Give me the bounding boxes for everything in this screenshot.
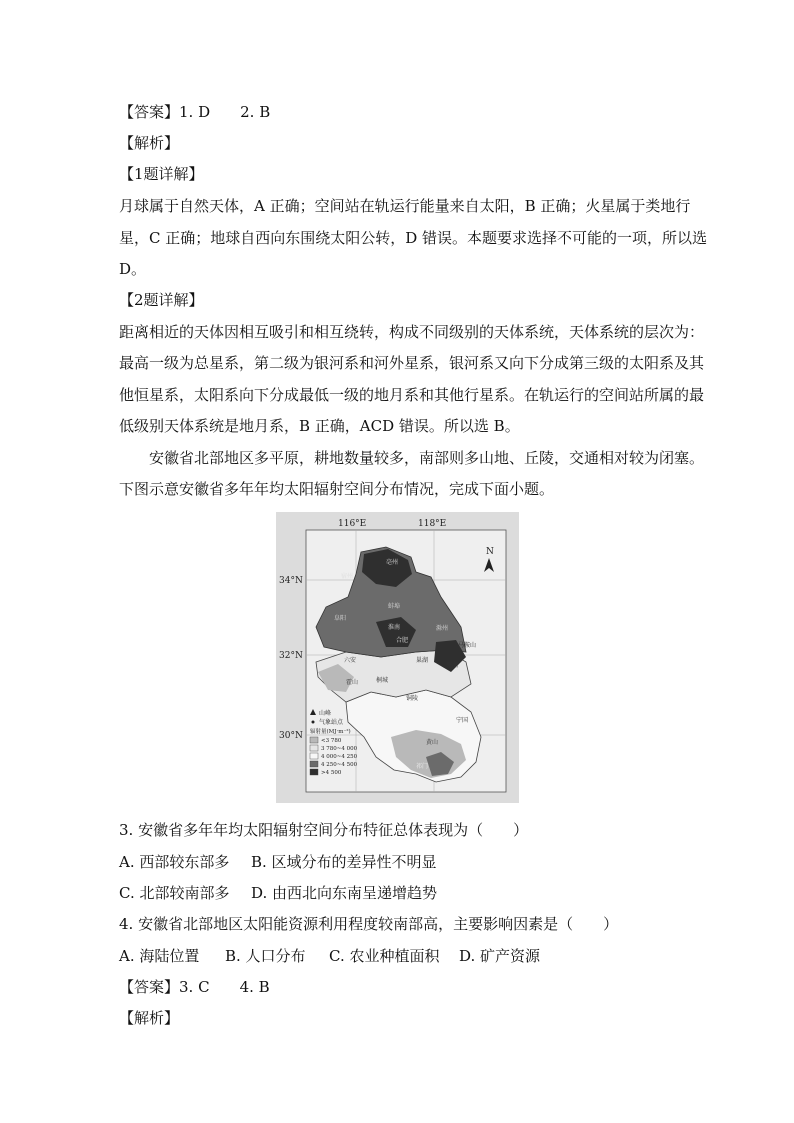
intro-line-1: 安徽省北部地区多平原，耕地数量较多，南部则多山地、丘陵，交通相对较为闭塞。 — [149, 449, 705, 467]
place-bozhou-label: 亳州 — [386, 559, 399, 566]
place-hefei-label: 合肥 — [396, 637, 409, 644]
north-label: N — [486, 547, 494, 557]
legend-class-2: 3 780~4 000 — [321, 746, 358, 752]
place-huoshan-label: 霍山 — [346, 679, 359, 686]
answer-label-2: 【答案】 — [119, 978, 180, 996]
lon-label-116: 116°E — [338, 519, 367, 529]
detail-1-line-2: 星，C 正确；地球自西向东围绕太阳公转，D 错误。本题要求选择不可能的一项，所以选 — [119, 229, 708, 247]
lat-label-32: 32°N — [279, 651, 303, 661]
answer-3: 3. C — [179, 978, 210, 996]
detail-2-line-2: 最高一级为总星系，第二级为银河系和河外星系，银河系又向下分成第三级的太阳系及其 — [119, 354, 705, 372]
place-huangshan-label: 黄山 — [426, 739, 439, 746]
place-suzhou-label: 宿州 — [341, 573, 354, 580]
q3-option-b[interactable]: B. 区域分布的差异性不明显 — [251, 853, 437, 871]
detail-2-label: 【2题详解】 — [119, 291, 204, 309]
place-chaohu-label: 巢湖 — [416, 657, 429, 664]
q3-stem: 3. 安徽省多年年均太阳辐射空间分布特征总体表现为（ ） — [119, 821, 529, 839]
legend-class-4: 4 250~4 500 — [321, 762, 358, 768]
q4-stem: 4. 安徽省北部地区太阳能资源利用程度较南部高，主要影响因素是（ ） — [119, 915, 619, 933]
q4-options-row — [119, 946, 540, 966]
legend-swatch-1 — [310, 737, 318, 743]
q3-option-d[interactable]: D. 由西北向东南呈递增趋势 — [251, 884, 438, 902]
detail-2-line-3: 他恒星系，太阳系向下分成最低一级的地月系和其他行星系。在轨运行的空间站所属的最 — [119, 386, 705, 404]
legend-title: 辐射量(MJ·m⁻²) — [310, 729, 351, 735]
q4-option-c[interactable]: C. 农业种植面积 — [329, 947, 440, 965]
q4-option-b[interactable]: B. 人口分布 — [225, 947, 306, 965]
place-luan-label: 六安 — [344, 657, 357, 664]
q3-options-row-2 — [119, 883, 437, 903]
detail-1-label: 【1题详解】 — [119, 165, 204, 183]
legend-station-label: 气象站点 — [319, 719, 344, 726]
answer-label: 【答案】 — [119, 103, 180, 121]
answer-line-1-2 — [119, 102, 270, 122]
place-ningguo-label: 宁国 — [456, 717, 469, 724]
place-fuyang-label: 阜阳 — [334, 615, 347, 622]
lat-label-30: 30°N — [279, 731, 303, 741]
detail-1-line-1: 月球属于自然天体，A 正确；空间站在轨运行能量来自太阳，B 正确；火星属于类地行 — [119, 197, 691, 215]
analysis-label-2: 【解析】 — [119, 1009, 180, 1027]
answer-1: 1. D — [179, 103, 211, 121]
legend-class-3: 4 000~4 250 — [321, 754, 358, 760]
q4-option-d[interactable]: D. 矿产资源 — [459, 947, 541, 965]
detail-2-line-4: 低级别天体系统是地月系，B 正确，ACD 错误。所以选 B。 — [119, 417, 520, 435]
place-tongling-label: 铜陵 — [406, 695, 419, 702]
legend-peak-label: 山峰 — [319, 710, 332, 717]
legend-swatch-3 — [310, 753, 318, 759]
lat-label-34: 34°N — [279, 576, 303, 586]
q3-option-a[interactable]: A. 西部较东部多 — [119, 853, 230, 871]
place-wuhu-label: 芜湖 — [446, 662, 459, 669]
legend-swatch-4 — [310, 761, 318, 767]
legend-swatch-5 — [310, 769, 318, 775]
place-huainan-label: 淮南 — [388, 624, 401, 631]
place-chuzhou-label: 滁州 — [436, 625, 449, 632]
lon-label-118: 118°E — [418, 519, 447, 529]
answer-line-3-4 — [119, 977, 270, 997]
place-bengbu-label: 蚌埠 — [388, 603, 401, 610]
place-qimen-label: 祁门 — [416, 763, 429, 770]
q3-option-c[interactable]: C. 北部较南部多 — [119, 884, 230, 902]
detail-1-line-3: D。 — [119, 260, 147, 278]
detail-2-line-1: 距离相近的天体因相互吸引和相互绕转，构成不同级别的天体系统，天体系统的层次为： — [119, 323, 705, 341]
legend-swatch-2 — [310, 745, 318, 751]
answer-4: 4. B — [239, 978, 270, 996]
solar-radiation-map — [276, 512, 519, 803]
legend-class-1: <3 780 — [321, 738, 342, 744]
place-maanshan-label: 马鞍山 — [458, 642, 477, 649]
intro-line-2: 下图示意安徽省多年年均太阳辐射空间分布情况，完成下面小题。 — [119, 480, 555, 498]
q4-option-a[interactable]: A. 海陆位置 — [119, 947, 200, 965]
place-tongcheng-label: 桐城 — [376, 677, 389, 684]
station-icon — [312, 721, 315, 724]
legend-class-5: >4 500 — [321, 770, 342, 776]
answer-2: 2. B — [240, 103, 271, 121]
q3-options-row-1 — [119, 852, 437, 872]
analysis-label-1: 【解析】 — [119, 134, 180, 152]
